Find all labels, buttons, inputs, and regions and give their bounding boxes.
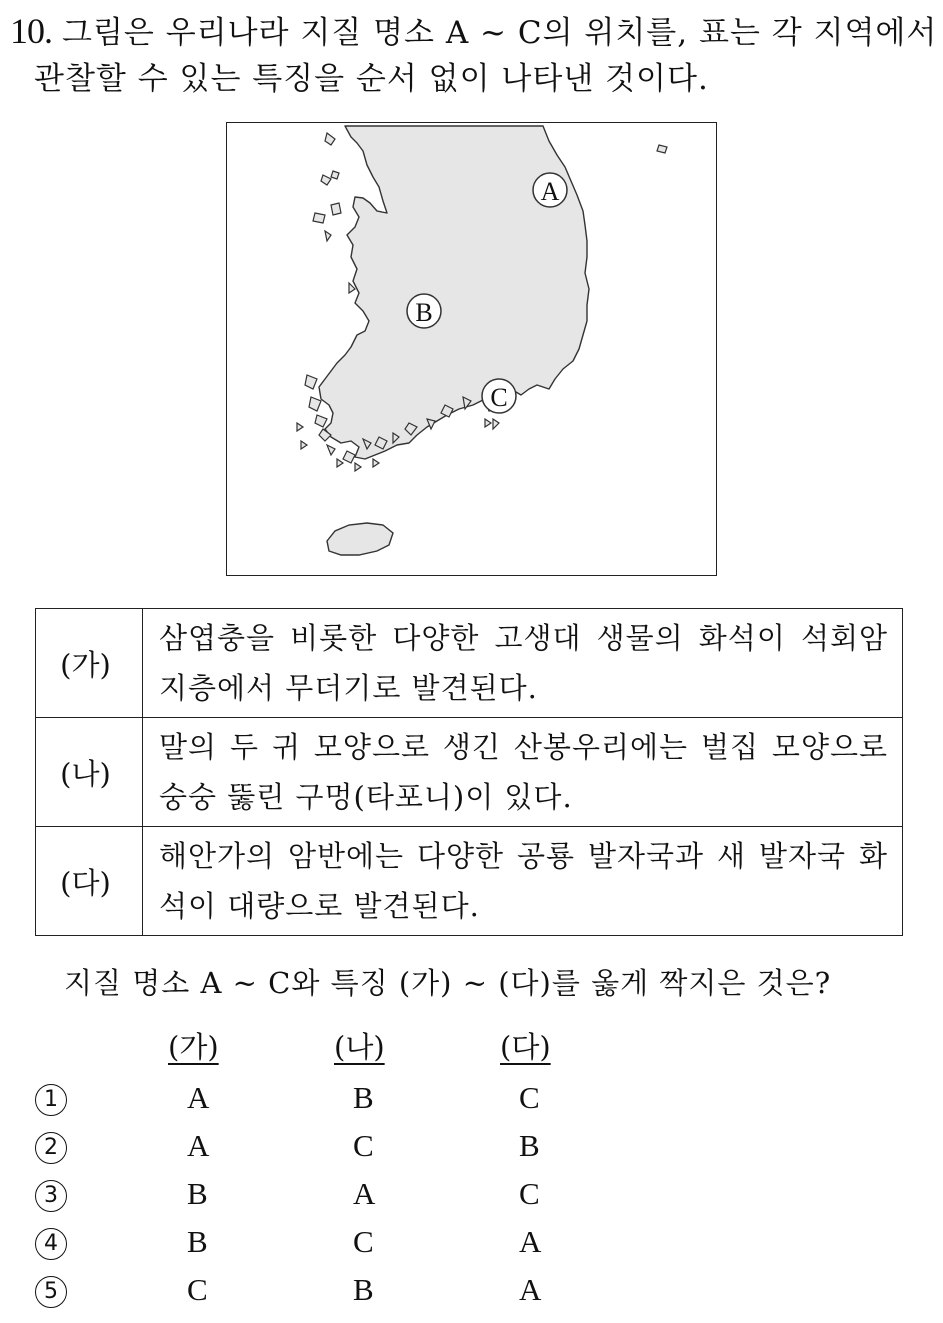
column-header: (가) [168,1030,219,1064]
jeju-island [327,523,393,555]
row-label: (나) [36,718,143,827]
row-text: 삼엽충을 비롯한 다양한 고생대 생물의 화석이 석회암 지층에서 무더기로 발견된다. [143,609,903,718]
question-prompt: 지질 명소 A ~ C와 특징 (가) ~ (다)를 옳게 짝지은 것은? [64,966,832,1000]
option-number: 1 [35,1084,67,1116]
option-value: C [519,1080,540,1115]
question-text-1: 그림은 우리나라 지질 명소 A ~ C의 위치를, 표는 각 지역에서 [62,15,938,51]
option-value: C [353,1224,374,1259]
row-text: 해안가의 암반에는 다양한 공룡 발자국과 새 발자국 화석이 대량으로 발견된다. [143,827,903,936]
row-label: (가) [36,609,143,718]
marker-a-label: A [540,177,560,206]
option-value: B [187,1224,208,1259]
option-number: 4 [35,1228,67,1260]
question-line-1 [10,8,938,56]
option-number: 3 [35,1180,67,1212]
option-value: A [187,1128,210,1163]
option-value: C [519,1176,540,1211]
marker-c-label: C [490,383,508,412]
table-row [36,718,903,827]
option-value: B [353,1272,374,1307]
option-number: 2 [35,1132,67,1164]
answer-option-4[interactable] [0,1224,943,1270]
answer-option-5[interactable] [0,1272,943,1318]
option-value: C [187,1272,208,1307]
option-value: A [187,1080,210,1115]
korea-map [226,122,717,576]
marker-b-label: B [415,298,433,327]
option-value: A [353,1176,376,1211]
row-text: 말의 두 귀 모양으로 생긴 산봉우리에는 벌집 모양으로 숭숭 뚫린 구멍(타포니)이 있다. [143,718,903,827]
option-value: C [353,1128,374,1163]
question-number: 10. [10,11,52,51]
option-number: 5 [35,1276,67,1308]
option-value: B [353,1080,374,1115]
question-line-2: 관찰할 수 있는 특징을 순서 없이 나타낸 것이다. [34,61,709,97]
column-header: (다) [500,1030,551,1064]
answer-option-2[interactable] [0,1128,943,1174]
option-value: A [519,1272,542,1307]
column-header: (나) [334,1030,385,1064]
table-row [36,827,903,936]
row-label: (다) [36,827,143,936]
option-value: B [187,1176,208,1211]
option-value: B [519,1128,540,1163]
table-row [36,609,903,718]
korea-map-svg [227,123,715,574]
answer-option-1[interactable] [0,1080,943,1126]
question-stem [10,8,938,102]
option-value: A [519,1224,542,1259]
answer-option-3[interactable] [0,1176,943,1222]
feature-table [35,608,903,936]
